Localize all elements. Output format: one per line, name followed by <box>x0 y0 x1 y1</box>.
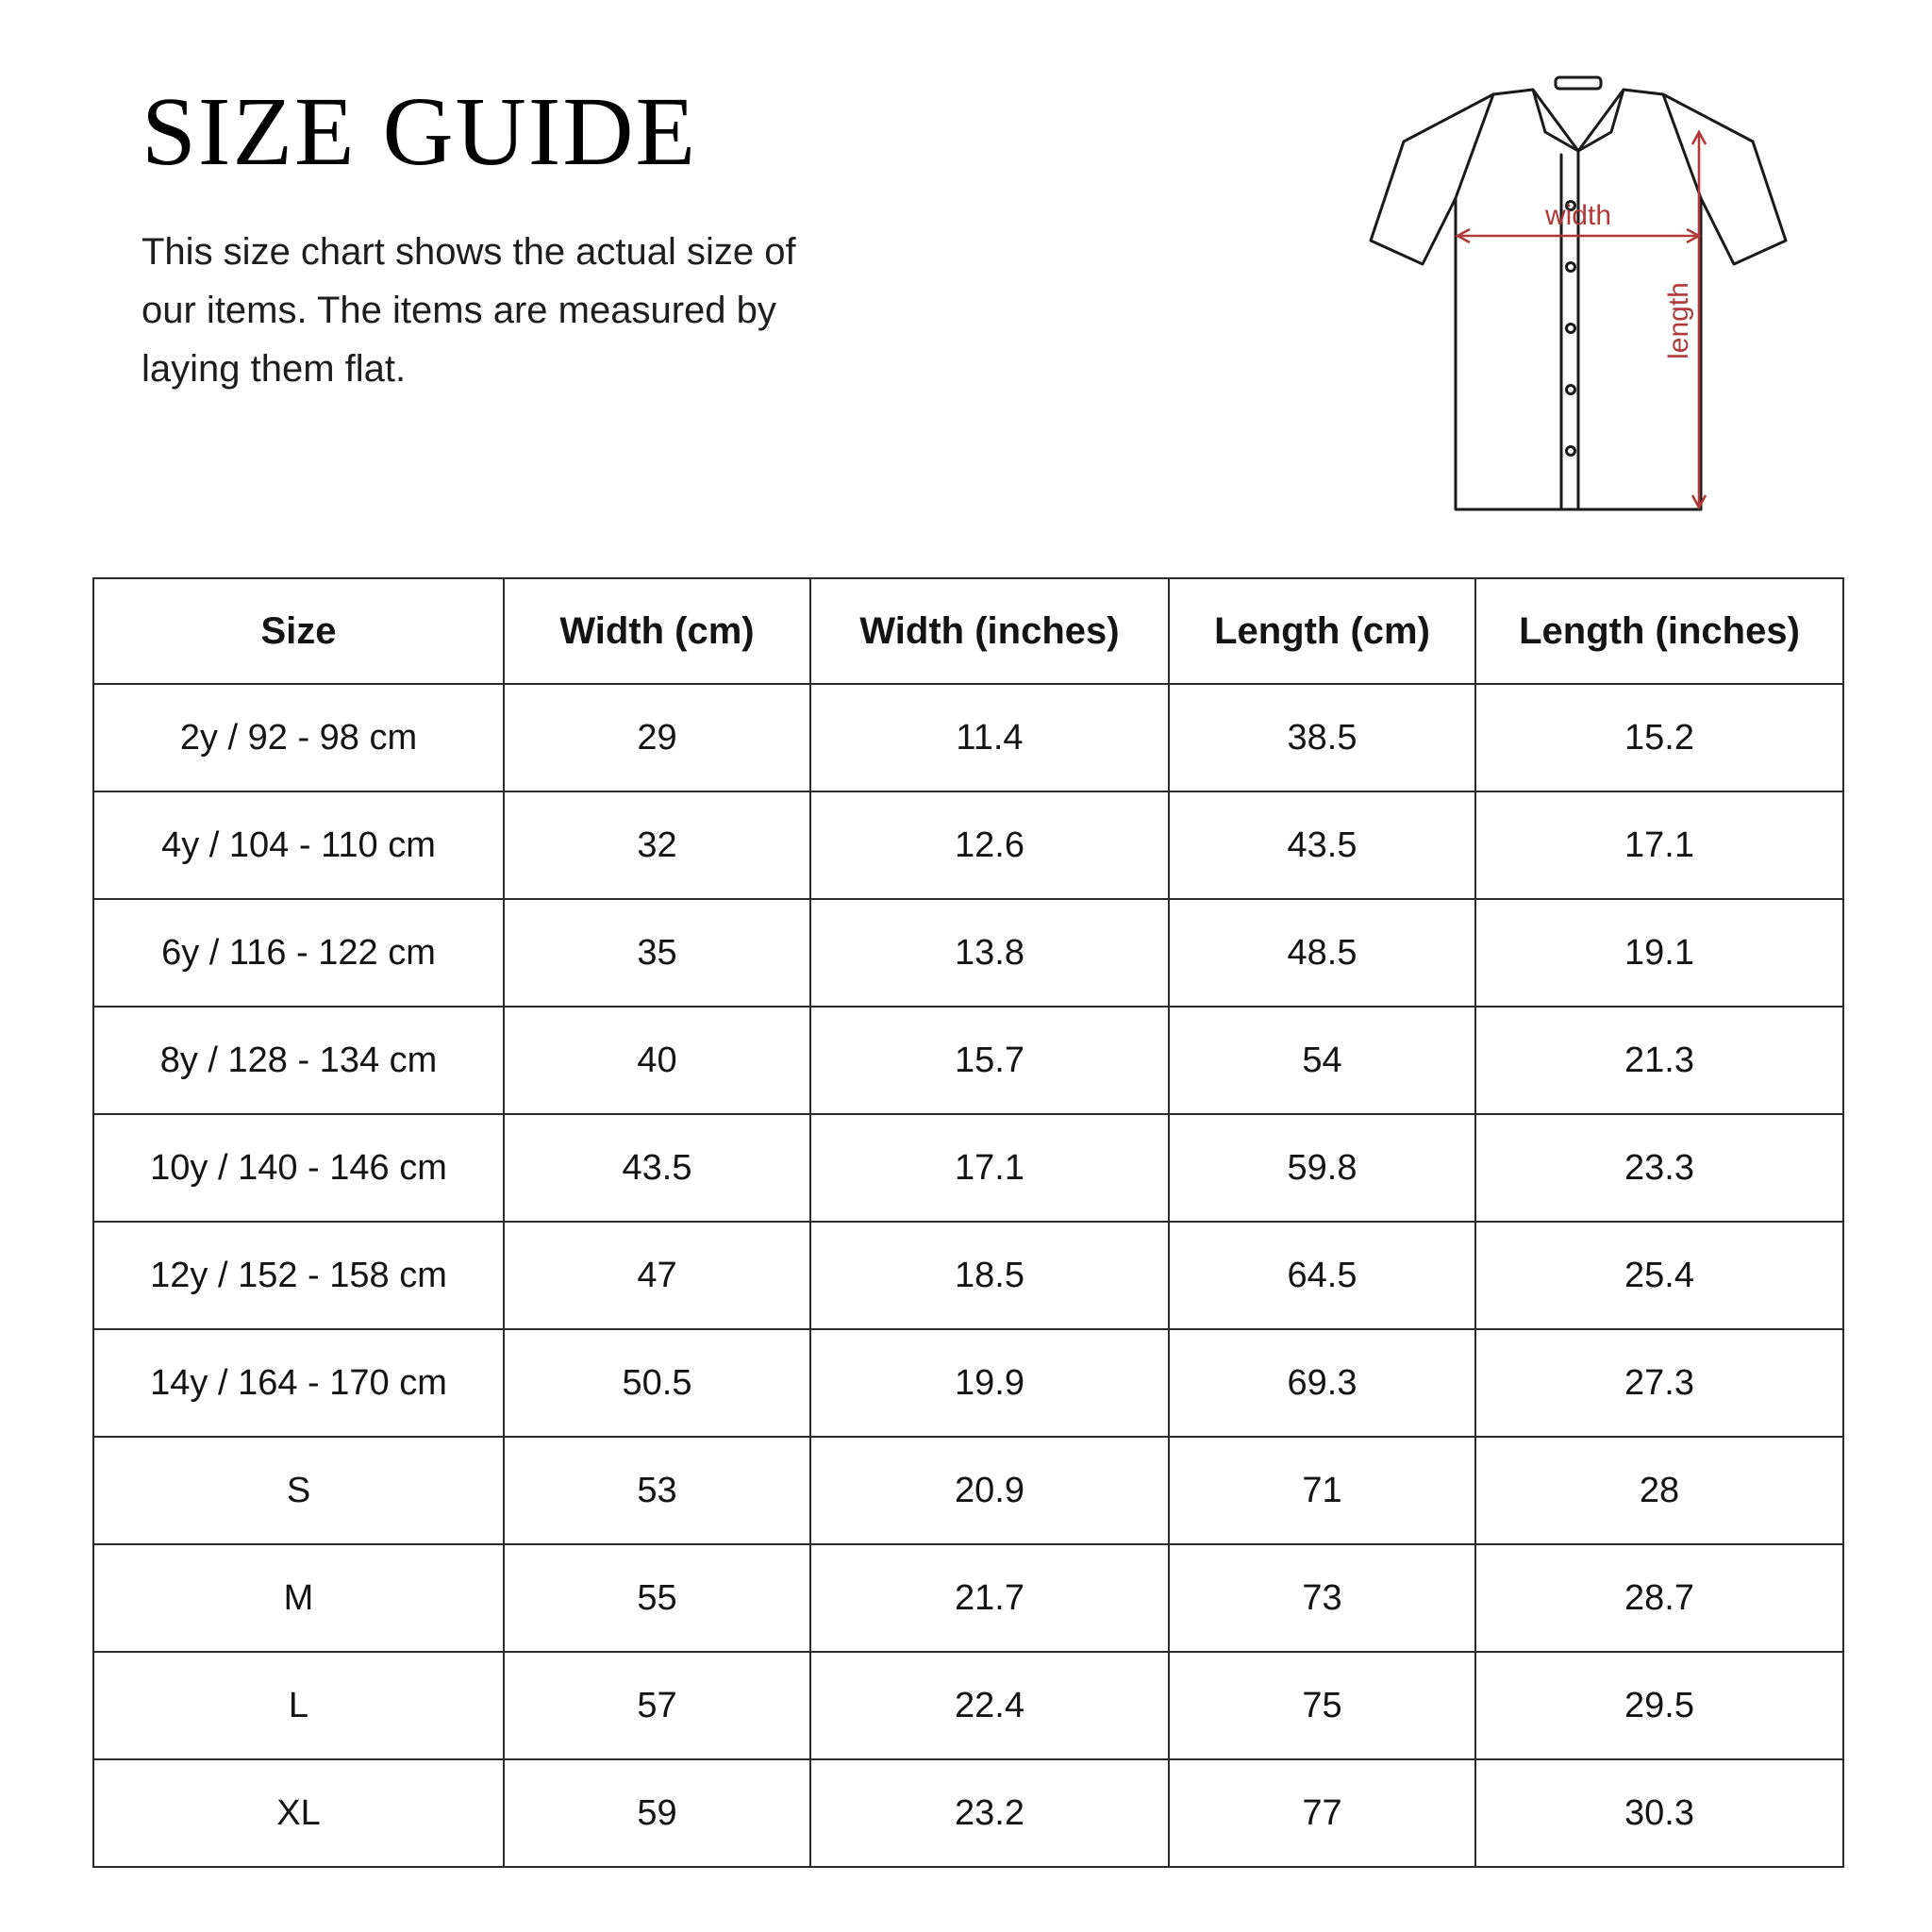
cell-size: 4y / 104 - 110 cm <box>93 791 504 899</box>
cell-value: 43.5 <box>504 1114 810 1222</box>
table-row <box>93 899 1843 1007</box>
cell-value: 18.5 <box>810 1222 1169 1329</box>
cell-value: 75 <box>1169 1652 1475 1759</box>
cell-value: 57 <box>504 1652 810 1759</box>
cell-value: 28.7 <box>1475 1544 1843 1652</box>
table-row <box>93 1222 1843 1329</box>
cell-size: 6y / 116 - 122 cm <box>93 899 504 1007</box>
cell-value: 23.2 <box>810 1759 1169 1867</box>
column-header-size: Size <box>93 578 504 684</box>
length-label: length <box>1663 282 1694 359</box>
cell-value: 25.4 <box>1475 1222 1843 1329</box>
cell-value: 59.8 <box>1169 1114 1475 1222</box>
column-header-length-cm: Length (cm) <box>1169 578 1475 684</box>
cell-value: 64.5 <box>1169 1222 1475 1329</box>
cell-value: 13.8 <box>810 899 1169 1007</box>
cell-value: 29 <box>504 684 810 791</box>
cell-value: 21.3 <box>1475 1007 1843 1114</box>
cell-size: L <box>93 1652 504 1759</box>
table-row <box>93 1437 1843 1544</box>
table-row <box>93 1544 1843 1652</box>
intro-text: This size chart shows the actual size of our items. The items are measured by laying them flat. <box>142 231 796 391</box>
table-row <box>93 791 1843 899</box>
cell-size: 8y / 128 - 134 cm <box>93 1007 504 1114</box>
shirt-illustration <box>1314 38 1842 566</box>
column-header-width-inches: Width (inches) <box>810 578 1169 684</box>
cell-value: 50.5 <box>504 1329 810 1437</box>
cell-value: 15.7 <box>810 1007 1169 1114</box>
size-table <box>92 577 1844 1868</box>
table-row <box>93 1329 1843 1437</box>
cell-value: 12.6 <box>810 791 1169 899</box>
table-row <box>93 1652 1843 1759</box>
cell-value: 47 <box>504 1222 810 1329</box>
table-row <box>93 1114 1843 1222</box>
cell-value: 20.9 <box>810 1437 1169 1544</box>
cell-value: 38.5 <box>1169 684 1475 791</box>
cell-value: 32 <box>504 791 810 899</box>
cell-value: 55 <box>504 1544 810 1652</box>
cell-size: XL <box>93 1759 504 1867</box>
cell-value: 35 <box>504 899 810 1007</box>
cell-value: 30.3 <box>1475 1759 1843 1867</box>
cell-value: 69.3 <box>1169 1329 1475 1437</box>
cell-value: 40 <box>504 1007 810 1114</box>
cell-size: 10y / 140 - 146 cm <box>93 1114 504 1222</box>
cell-value: 53 <box>504 1437 810 1544</box>
cell-value: 29.5 <box>1475 1652 1843 1759</box>
cell-value: 19.1 <box>1475 899 1843 1007</box>
width-label: width <box>1544 200 1612 231</box>
length-arrow <box>1692 132 1706 508</box>
column-header-length-inches: Length (inches) <box>1475 578 1843 684</box>
cell-size: S <box>93 1437 504 1544</box>
page-title: SIZE GUIDE <box>142 77 698 186</box>
cell-value: 17.1 <box>810 1114 1169 1222</box>
table-header-row <box>93 578 1843 684</box>
cell-value: 21.7 <box>810 1544 1169 1652</box>
table-row <box>93 684 1843 791</box>
table-row <box>93 1007 1843 1114</box>
cell-value: 11.4 <box>810 684 1169 791</box>
cell-value: 59 <box>504 1759 810 1867</box>
column-header-width-cm: Width (cm) <box>504 578 810 684</box>
cell-value: 43.5 <box>1169 791 1475 899</box>
table-row <box>93 1759 1843 1867</box>
cell-size: 14y / 164 - 170 cm <box>93 1329 504 1437</box>
cell-size: 2y / 92 - 98 cm <box>93 684 504 791</box>
cell-value: 54 <box>1169 1007 1475 1114</box>
cell-value: 15.2 <box>1475 684 1843 791</box>
cell-size: 12y / 152 - 158 cm <box>93 1222 504 1329</box>
cell-value: 48.5 <box>1169 899 1475 1007</box>
cell-value: 27.3 <box>1475 1329 1843 1437</box>
header <box>142 77 1179 436</box>
cell-value: 19.9 <box>810 1329 1169 1437</box>
cell-value: 17.1 <box>1475 791 1843 899</box>
cell-value: 22.4 <box>810 1652 1169 1759</box>
cell-value: 77 <box>1169 1759 1475 1867</box>
cell-value: 73 <box>1169 1544 1475 1652</box>
cell-value: 23.3 <box>1475 1114 1843 1222</box>
cell-value: 28 <box>1475 1437 1843 1544</box>
cell-size: M <box>93 1544 504 1652</box>
cell-value: 71 <box>1169 1437 1475 1544</box>
